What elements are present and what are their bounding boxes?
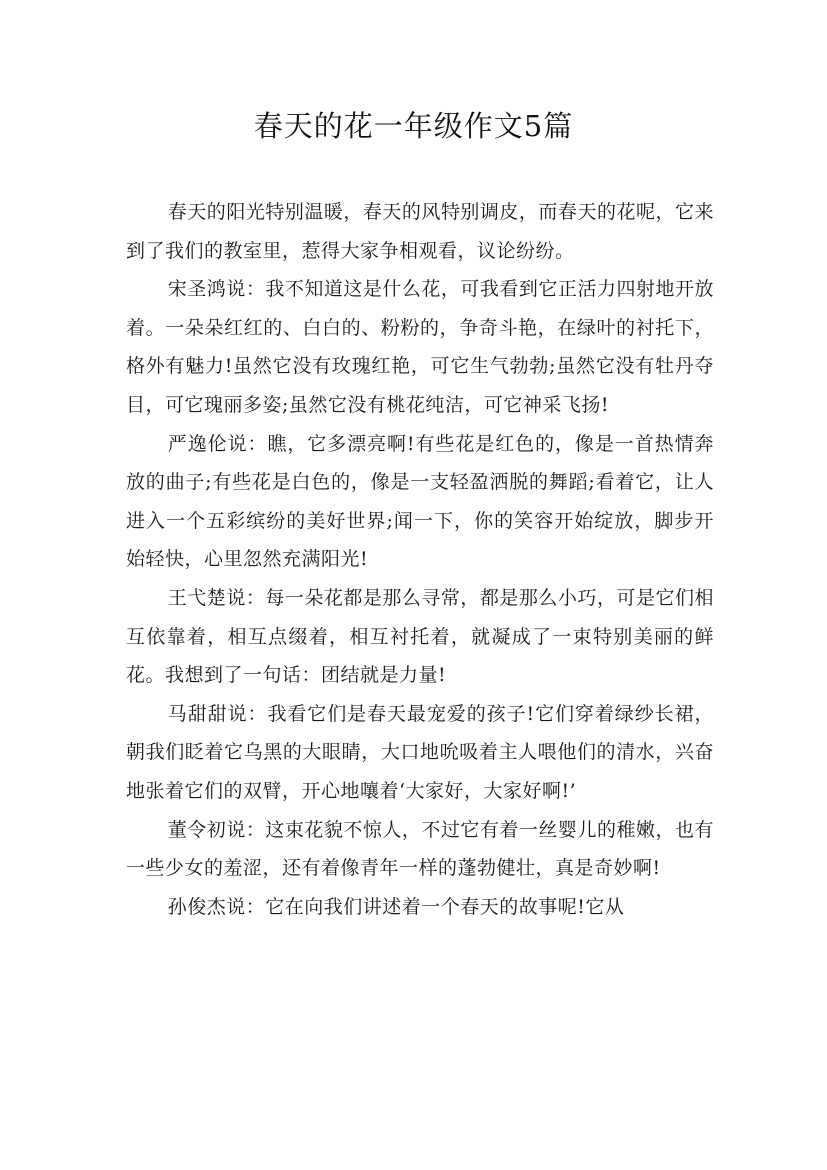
paragraph: 董令初说：这束花貌不惊人，不过它有着一丝婴儿的稚嫩，也有一些少女的羞涩，还有着像青年一样的蓬勃健壮，真是奇妙啊! [126,818,714,880]
paragraph: 春天的阳光特别温暖，春天的风特别调皮，而春天的花呢，它来到了我们的教室里，惹得大家争相观看，议论纷纷。 [126,201,714,262]
paragraph: 马甜甜说：我看它们是春天最宠爱的孩子!它们穿着绿纱长裙，朝我们眨着它乌黑的大眼睛，大口地吮吸着主人喂他们的清水，兴奋地张着它们的双臂，开心地嚷着‘大家好，大家好啊!’ [126,702,714,802]
document-body [126,193,714,926]
paragraph: 王弋楚说：每一朵花都是那么寻常，都是那么小巧，可是它们相互依靠着，相互点缀着，相互衬托着，就凝成了一束特别美丽的鲜花。我想到了一句话：团结就是力量! [126,586,714,687]
paragraph: 严逸伦说：瞧，它多漂亮啊!有些花是红色的，像是一首热情奔放的曲子;有些花是白色的，像是一支轻盈洒脱的舞蹈;看着它，让人进入一个五彩缤纷的美好世界;闻一下，你的笑容开始绽放，脚步开始轻快，心里忽然充满阳光! [126,432,714,571]
document-title: 春天的花一年级作文5篇 [253,109,574,143]
paragraph: 宋圣鸿说：我不知道这是什么花，可我看到它正活力四射地开放着。一朵朵红红的、白白的、粉粉的，争奇斗艳，在绿叶的衬托下，格外有魅力!虽然它没有玫瑰红艳，可它生气勃勃;虽然它没有牡丹夺目，可它瑰丽多姿;虽然它没有桃花纯洁，可它神采飞扬! [126,278,714,416]
paragraph: 孙俊杰说：它在向我们讲述着一个春天的故事呢!它从 [167,895,625,918]
